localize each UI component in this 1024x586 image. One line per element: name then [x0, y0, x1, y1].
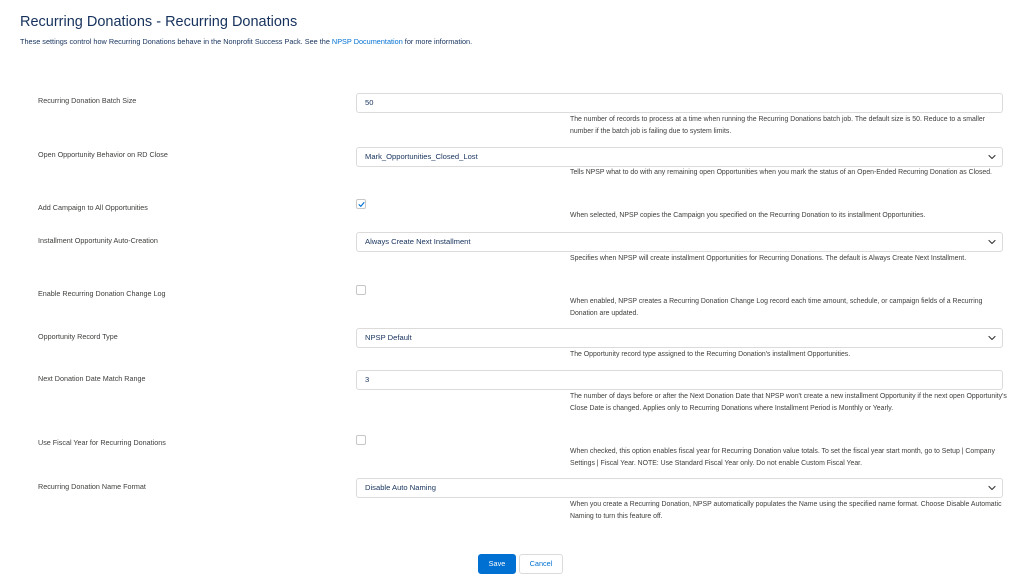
- chevron-down-icon: [986, 482, 998, 494]
- recurring-donation-name-format-help-text: When you create a Recurring Donation, NPSP automatically populates the Name using the specified name format. Choose Disable Automatic Naming to turn this feature off.: [570, 501, 1002, 520]
- recurring-donation-batch-size-help-text: The number of records to process at a time when running the Recurring Donations batch job. The default size is 50. Reduce to a smaller number if the batch job is failing due to system limits.: [570, 116, 986, 135]
- add-campaign-to-all-opportunities-label: Add Campaign to All Opportunities: [38, 203, 148, 212]
- page-description: [20, 37, 472, 46]
- save-button[interactable]: Save: [478, 554, 516, 574]
- chevron-down-icon: [986, 151, 998, 163]
- add-campaign-to-all-opportunities-help-text: When selected, NPSP copies the Campaign you specified on the Recurring Donation to its installment Opportunities.: [570, 212, 926, 219]
- installment-opportunity-auto-creation-select[interactable]: [356, 232, 1003, 252]
- chevron-down-icon: [986, 236, 998, 248]
- installment-opportunity-auto-creation-help-text: Specifies when NPSP will create installment Opportunities for Recurring Donations. The default is Always Create Next Installment.: [570, 255, 967, 262]
- open-opportunity-behavior-on-rd-close-help-text: Tells NPSP what to do with any remaining open Opportunities when you mark the status of an Open-Ended Recurring Donation as Closed.: [570, 169, 992, 176]
- opportunity-record-type-help-text: The Opportunity record type assigned to the Recurring Donation's installment Opportunities.: [570, 351, 851, 358]
- open-opportunity-behavior-on-rd-close-label: Open Opportunity Behavior on RD Close: [38, 150, 168, 159]
- use-fiscal-year-for-recurring-donations-label: Use Fiscal Year for Recurring Donations: [38, 438, 166, 447]
- recurring-donation-name-format-selected-value: Disable Auto Naming: [365, 483, 436, 492]
- installment-opportunity-auto-creation-label: Installment Opportunity Auto-Creation: [38, 236, 158, 245]
- npsp-documentation-link[interactable]: NPSP Documentation: [331, 37, 403, 46]
- opportunity-record-type-label: Opportunity Record Type: [38, 332, 118, 341]
- opportunity-record-type-selected-value: NPSP Default: [365, 333, 412, 342]
- open-opportunity-behavior-on-rd-close-select[interactable]: [356, 147, 1003, 167]
- next-donation-date-match-range-input[interactable]: 3: [356, 370, 1003, 390]
- page-title: Recurring Donations - Recurring Donations: [20, 14, 298, 30]
- recurring-donation-name-format-select[interactable]: [356, 478, 1003, 498]
- open-opportunity-behavior-on-rd-close-selected-value: Mark_Opportunities_Closed_Lost: [365, 152, 478, 161]
- recurring-donation-name-format-label: Recurring Donation Name Format: [38, 482, 146, 491]
- next-donation-date-match-range-label: Next Donation Date Match Range: [38, 374, 146, 383]
- description-text: These settings control how Recurring Donations behave in the Nonprofit Success Pack. See the: [20, 37, 332, 46]
- cancel-button[interactable]: Cancel: [519, 554, 563, 574]
- next-donation-date-match-range-help-text: The number of days before or after the Next Donation Date that NPSP won't create a new installment Opportunity if the next open Opportunity's Close Date is changed. Applies only to Recurring Donations where Installment Period is Monthly or Yearly.: [570, 393, 1007, 412]
- use-fiscal-year-for-recurring-donations-help-text: When checked, this option enables fiscal year for Recurring Donation value totals. To set the fiscal year start month, go to Setup | Company Settings | Fiscal Year. NOTE: Use Standard Fiscal Year only. Do not enable Custom Fiscal Year.: [570, 448, 995, 467]
- opportunity-record-type-select[interactable]: [356, 328, 1003, 348]
- installment-opportunity-auto-creation-selected-value: Always Create Next Installment: [365, 237, 471, 246]
- recurring-donation-batch-size-label: Recurring Donation Batch Size: [38, 96, 137, 105]
- recurring-donation-batch-size-input[interactable]: 50: [356, 93, 1003, 113]
- use-fiscal-year-for-recurring-donations-checkbox[interactable]: [356, 435, 366, 445]
- enable-recurring-donation-change-log-checkbox[interactable]: [356, 285, 366, 295]
- description-text-end: for more information.: [402, 37, 473, 46]
- chevron-down-icon: [986, 332, 998, 344]
- add-campaign-to-all-opportunities-checkbox[interactable]: [356, 199, 366, 209]
- enable-recurring-donation-change-log-help-text: When enabled, NPSP creates a Recurring Donation Change Log record each time amount, schedule, or campaign fields of a Recurring Donation are updated.: [570, 298, 983, 317]
- enable-recurring-donation-change-log-label: Enable Recurring Donation Change Log: [38, 289, 166, 298]
